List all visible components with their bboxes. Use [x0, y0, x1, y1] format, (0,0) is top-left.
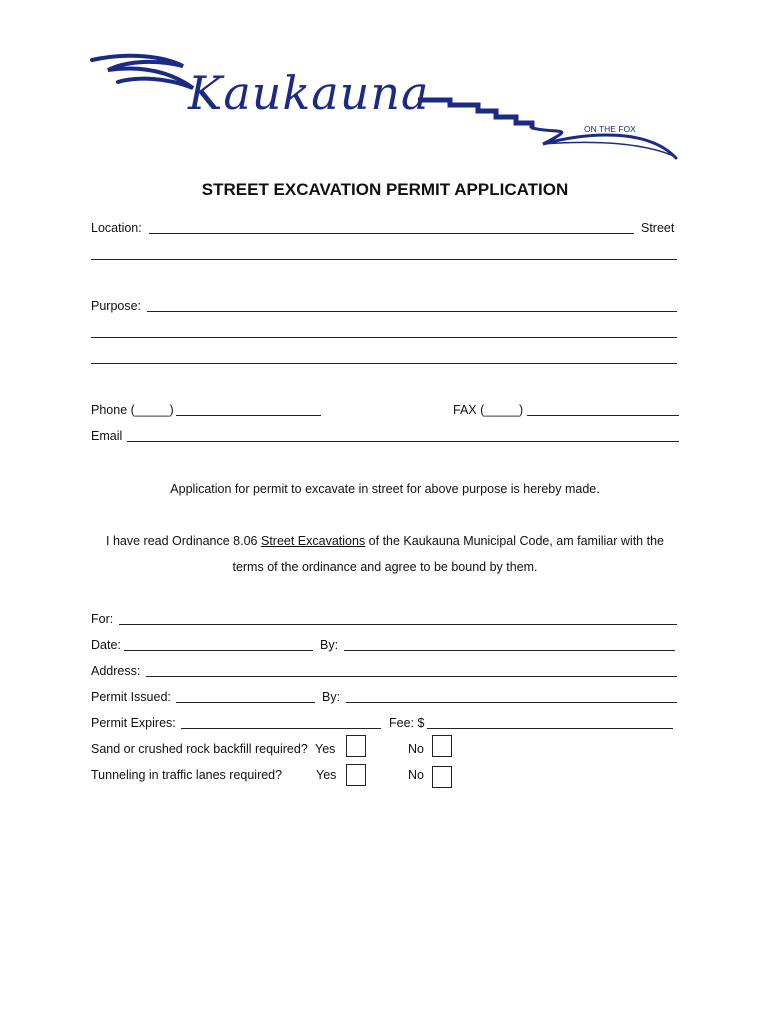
phone-label: Phone (_____) [91, 403, 174, 417]
purpose-field[interactable] [147, 311, 677, 312]
date-field[interactable] [124, 650, 313, 651]
fee-field[interactable] [427, 728, 673, 729]
ordinance-statement-line-2: terms of the ordinance and agree to be bound by them. [232, 560, 538, 574]
tunnel-yes-label: Yes [316, 768, 337, 782]
permit-expires-field[interactable] [181, 728, 381, 729]
purpose-field-line-2[interactable] [91, 337, 677, 338]
by-label: By: [320, 638, 339, 652]
ordinance-text-post: of the Kaukauna Municipal Code, am familiar with the [365, 534, 664, 548]
email-label: Email [91, 429, 123, 443]
address-label: Address: [91, 664, 141, 678]
purpose-field-line-3[interactable] [91, 363, 677, 364]
sand-backfill-question: Sand or crushed rock backfill required? [91, 742, 308, 756]
page-title: STREET EXCAVATION PERMIT APPLICATION [201, 180, 569, 199]
permit-issued-field[interactable] [176, 702, 315, 703]
date-label: Date: [91, 638, 121, 652]
fax-field[interactable] [527, 415, 679, 416]
tunneling-question: Tunneling in traffic lanes required? [91, 768, 283, 782]
for-label: For: [91, 612, 114, 626]
logo-wordmark: Kaukauna [188, 66, 430, 120]
fee-label: Fee: $ [389, 716, 425, 730]
tunnel-no-label: No [408, 768, 424, 782]
ordinance-text-pre: I have read Ordinance 8.06 [106, 534, 261, 548]
logo-tagline: ON THE FOX [584, 124, 636, 134]
location-label: Location: [91, 221, 142, 235]
location-field-line-2[interactable] [91, 259, 677, 260]
issued-by-field[interactable] [346, 702, 677, 703]
sand-yes-checkbox[interactable] [346, 735, 366, 757]
fax-label: FAX (_____) [453, 403, 524, 417]
phone-field[interactable] [176, 415, 321, 416]
for-field[interactable] [119, 624, 677, 625]
tunnel-yes-checkbox[interactable] [346, 764, 366, 786]
application-statement: Application for permit to excavate in street for above purpose is hereby made. [170, 482, 600, 496]
sand-no-checkbox[interactable] [432, 735, 452, 757]
purpose-label: Purpose: [91, 299, 142, 313]
street-label: Street [641, 221, 675, 235]
email-field[interactable] [127, 441, 679, 442]
address-field[interactable] [146, 676, 677, 677]
permit-issued-label: Permit Issued: [91, 690, 171, 704]
sand-no-label: No [408, 742, 424, 756]
ordinance-statement [0, 534, 770, 548]
ordinance-title: Street Excavations [260, 534, 366, 548]
sand-yes-label: Yes [315, 742, 336, 756]
permit-expires-label: Permit Expires: [91, 716, 176, 730]
tunnel-no-checkbox[interactable] [432, 766, 452, 788]
city-logo [88, 48, 688, 163]
by-field[interactable] [344, 650, 675, 651]
issued-by-label: By: [322, 690, 341, 704]
location-field[interactable] [149, 233, 634, 234]
